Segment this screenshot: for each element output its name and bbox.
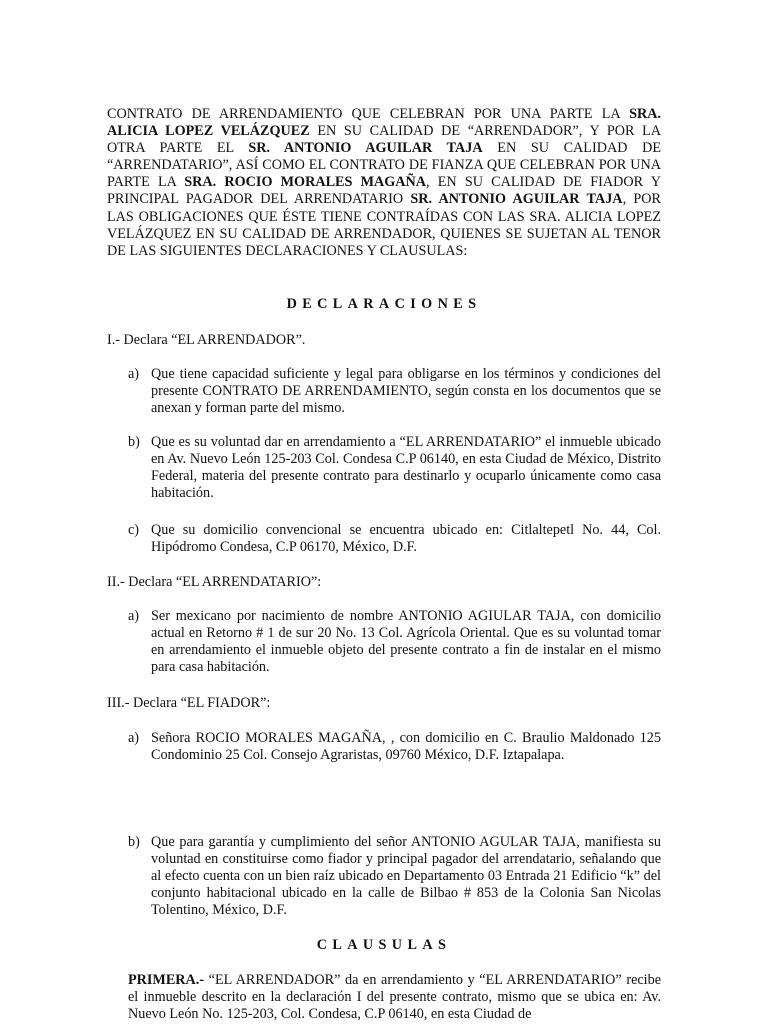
intro-arrendatario-name-2: SR. ANTONIO AGUILAR TAJA [410,191,623,208]
clausula-primera-label: PRIMERA.- [128,972,205,988]
intro-fiador-name: SRA. ROCIO MORALES MAGAÑA [184,174,426,191]
intro-text-5: , POR LAS OBLIGACIONES QUE ÉSTE TIENE CONTRAÍDAS CON LAS SRA. ALICIA LOPEZ VELÁZQUEZ EN SU CALIDAD DE ARRENDADOR, QUIENES SE SUJETAN AL TENOR DE LAS SIGUIENTES DECLARACIONES Y CLAUSULAS: [107,191,661,259]
intro-text-2: EN SU CALIDAD DE “ARRENDADOR”, Y POR LA OTRA PARTE EL [107,123,661,157]
list-item-text: Que para garantía y cumplimiento del señor ANTONIO AGULAR TAJA, manifiesta su voluntad en constituirse como fiador y principal pagador del arrendatario, señalando que al efecto cuenta con un bien raíz ubicado en Departamento 03 Entrada 21 Edificio “k” del conjunto habitacional ubicado en la calle de Bilbao # 853 de la Colonia San Nicolas Tolentino, México, D.F. [151,834,661,919]
clausula-primera-paragraph [128,972,661,1023]
list-item [128,834,661,919]
intro-text-4: , EN SU CALIDAD DE FIADOR Y PRINCIPAL PAGADOR DEL ARRENDATARIO [107,174,661,208]
list-item [128,434,661,502]
list-marker: a) [128,608,140,624]
declara-arrendador-heading: I.- Declara “EL ARRENDADOR”. [107,332,306,348]
list-marker: c) [128,522,140,538]
list-item-text: Que tiene capacidad suficiente y legal para obligarse en los términos y condiciones del presente CONTRATO DE ARRENDAMIENTO, según consta en los documentos que se anexan y forman parte del mismo. [151,366,661,417]
declara-arrendatario-heading: II.- Declara “EL ARRENDATARIO”: [107,574,322,590]
list-item-text: Señora ROCIO MORALES MAGAÑA, , con domicilio en C. Braulio Maldonado 125 Condominio 25 Col. Consejo Agraristas, 09760 México, D.F. Iztapalapa. [151,730,661,764]
list-marker: b) [128,434,140,450]
list-marker: a) [128,730,140,746]
clausula-primera-text: “EL ARRENDADOR” da en arrendamiento y “EL ARRENDATARIO” recibe el inmueble descrito en la declaración I del presente contrato, mismo que se ubica en: Av. Nuevo León No. 125-203, Col. Condesa, C.P 06140, en esta Ciudad de [128,972,661,1023]
intro-arrendador-name: SRA. ALICIA LOPEZ VELÁZQUEZ [107,106,661,140]
list-item [128,366,661,417]
list-marker: a) [128,366,140,382]
list-item [128,608,661,676]
list-item-text: Que es su voluntad dar en arrendamiento a “EL ARRENDATARIO” el inmueble ubicado en Av. Nuevo León 125-203 Col. Condesa C.P 06140, en esta Ciudad de México, Distrito Federal, materia del presente contrato para destinarlo y ocuparlo únicamente como casa habitación. [151,434,661,502]
intro-text-1: CONTRATO DE ARRENDAMIENTO QUE CELEBRAN POR UNA PARTE LA [107,106,630,122]
list-item-text: Ser mexicano por nacimiento de nombre ANTONIO AGIULAR TAJA, con domicilio actual en Retorno # 1 de sur 20 No. 13 Col. Agrícola Oriental. Que es su voluntad tomar en arrendamiento el inmueble objeto del presente contrato a fin de instalar en el mismo para casa habitación. [151,608,661,676]
list-item [128,522,661,556]
contract-intro-paragraph [107,106,661,260]
declaraciones-heading: DECLARACIONES [286,296,482,312]
clausulas-heading: CLAUSULAS [316,937,452,953]
intro-text-3: EN SU CALIDAD DE “ARRENDATARIO”, ASÍ COMO EL CONTRATO DE FIANZA QUE CELEBRAN POR UNA PARTE LA [107,140,661,191]
list-item-text: Que su domicilio convencional se encuentra ubicado en: Citlaltepetl No. 44, Col. Hipódromo Condesa, C.P 06170, México, D.F. [151,522,661,556]
list-item [128,730,661,764]
list-marker: b) [128,834,140,850]
declara-fiador-heading: III.- Declara “EL FIADOR”: [107,695,271,711]
intro-arrendatario-name: SR. ANTONIO AGUILAR TAJA [248,140,483,157]
